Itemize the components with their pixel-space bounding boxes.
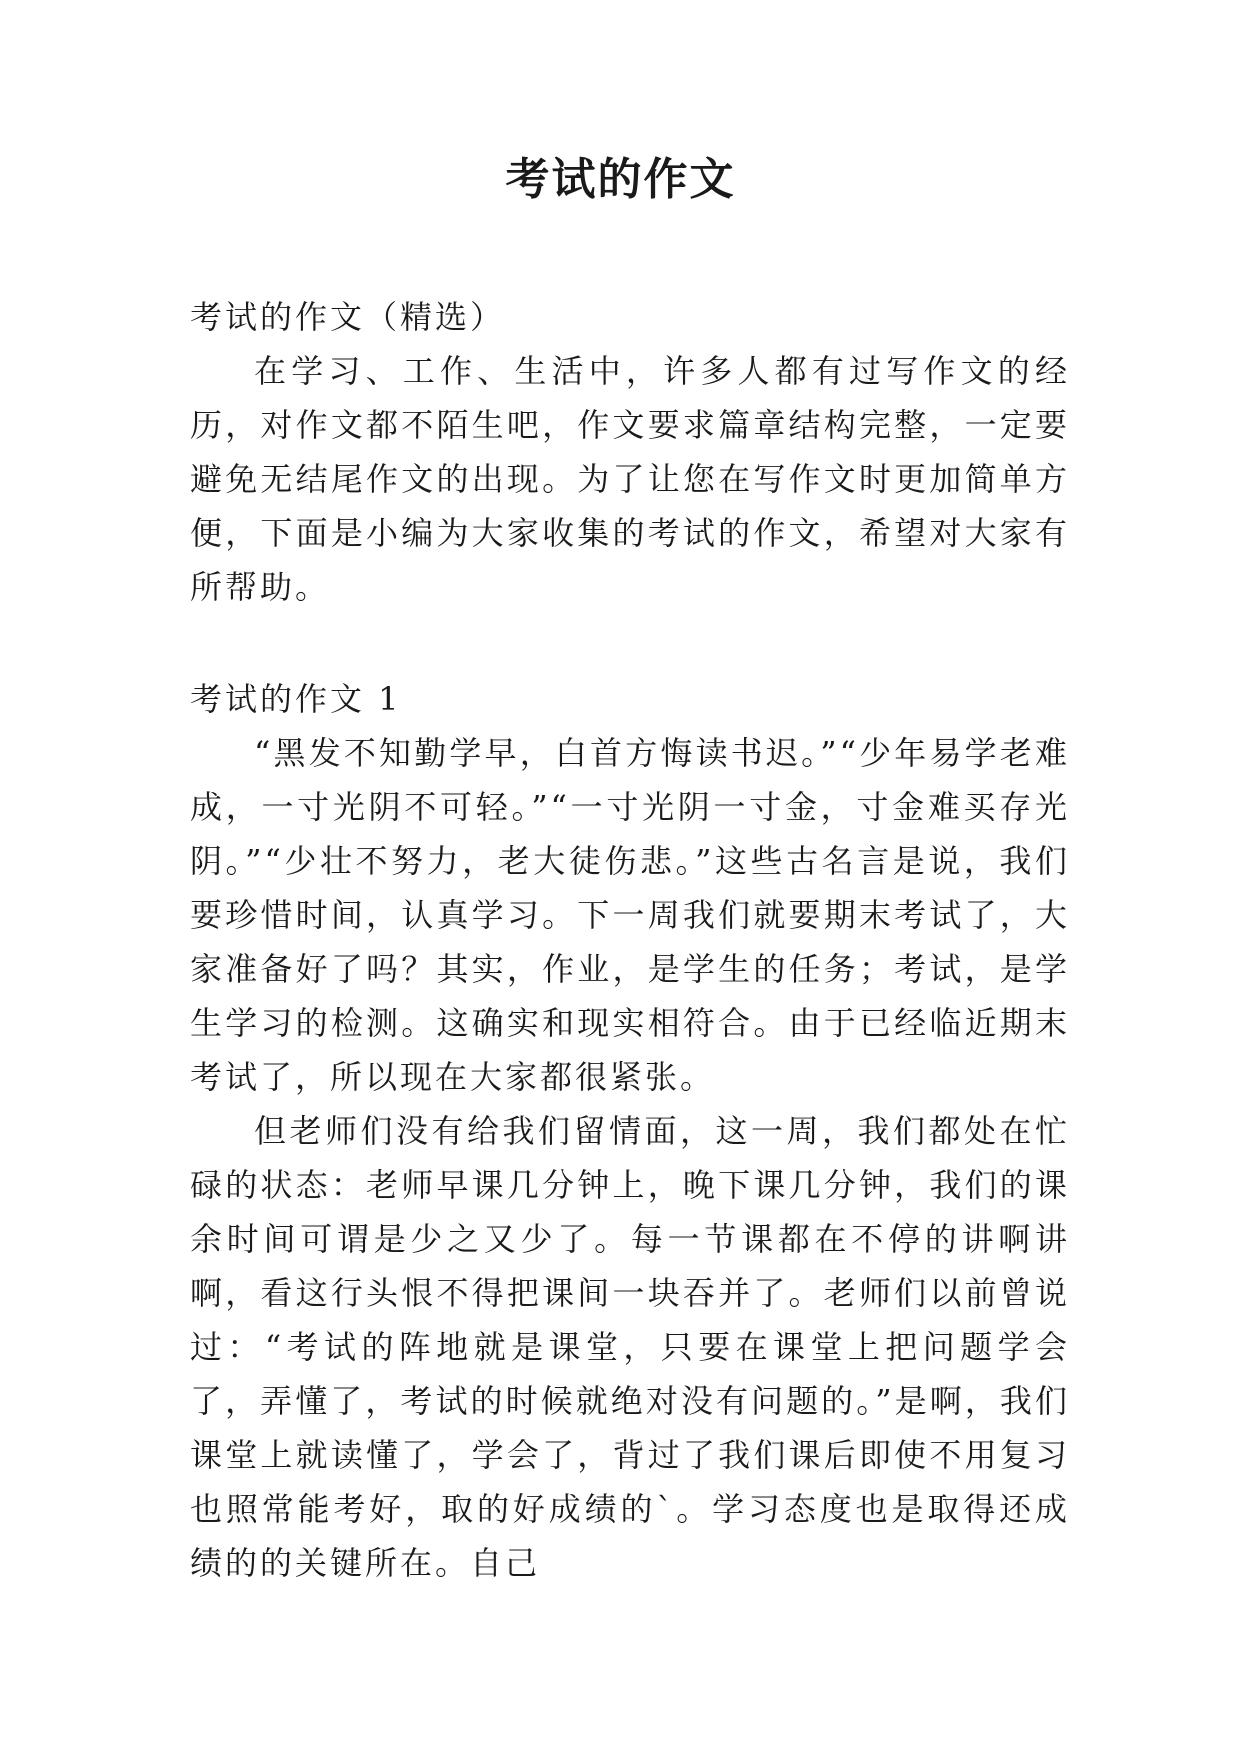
intro-paragraph: 在学习、工作、生活中，许多人都有过写作文的经历，对作文都不陌生吧，作文要求篇章结构完整，一定要避免无结尾作文的出现。为了让您在写作文时更加简单方便，下面是小编为大家收集的考试的作文，希望对大家有所帮助。 (190, 352, 1070, 606)
section1-paragraph-2: 但老师们没有给我们留情面，这一周，我们都处在忙碌的状态：老师早课几分钟上，晚下课几分钟，我们的课余时间可谓是少之又少了。每一节课都在不停的讲啊讲啊，看这行头恨不得把课间一块吞并了。老师们以前曾说过：“考试的阵地就是课堂，只要在课堂上把问题学会了，弄懂了，考试的时候就绝对没有问题的。”是啊，我们课堂上就读懂了，学会了，背过了我们课后即使不用复习也照常能考好，取的好成绩的`。学习态度也是取得还成绩的的关键所在。自己 (190, 1112, 1070, 1582)
section-heading-1: 考试的作文 1 (190, 680, 402, 718)
document-body (190, 290, 1070, 1590)
document-title: 考试的作文 (505, 154, 736, 205)
section-spacer (190, 614, 1070, 672)
section1-paragraph-1: “黑发不知勤学早，白首方悔读书迟。”“少年易学老难成，一寸光阴不可轻。”“一寸光阴一寸金，寸金难买存光阴。”“少壮不努力，老大徒伤悲。”这些古名言是说，我们要珍惜时间，认真学习。下一周我们就要期末考试了，大家准备好了吗？其实，作业，是学生的任务；考试，是学生学习的检测。这确实和现实相符合。由于已经临近期末考试了，所以现在大家都很紧张。 (190, 734, 1070, 1096)
intro-heading: 考试的作文（精选） (190, 298, 506, 336)
